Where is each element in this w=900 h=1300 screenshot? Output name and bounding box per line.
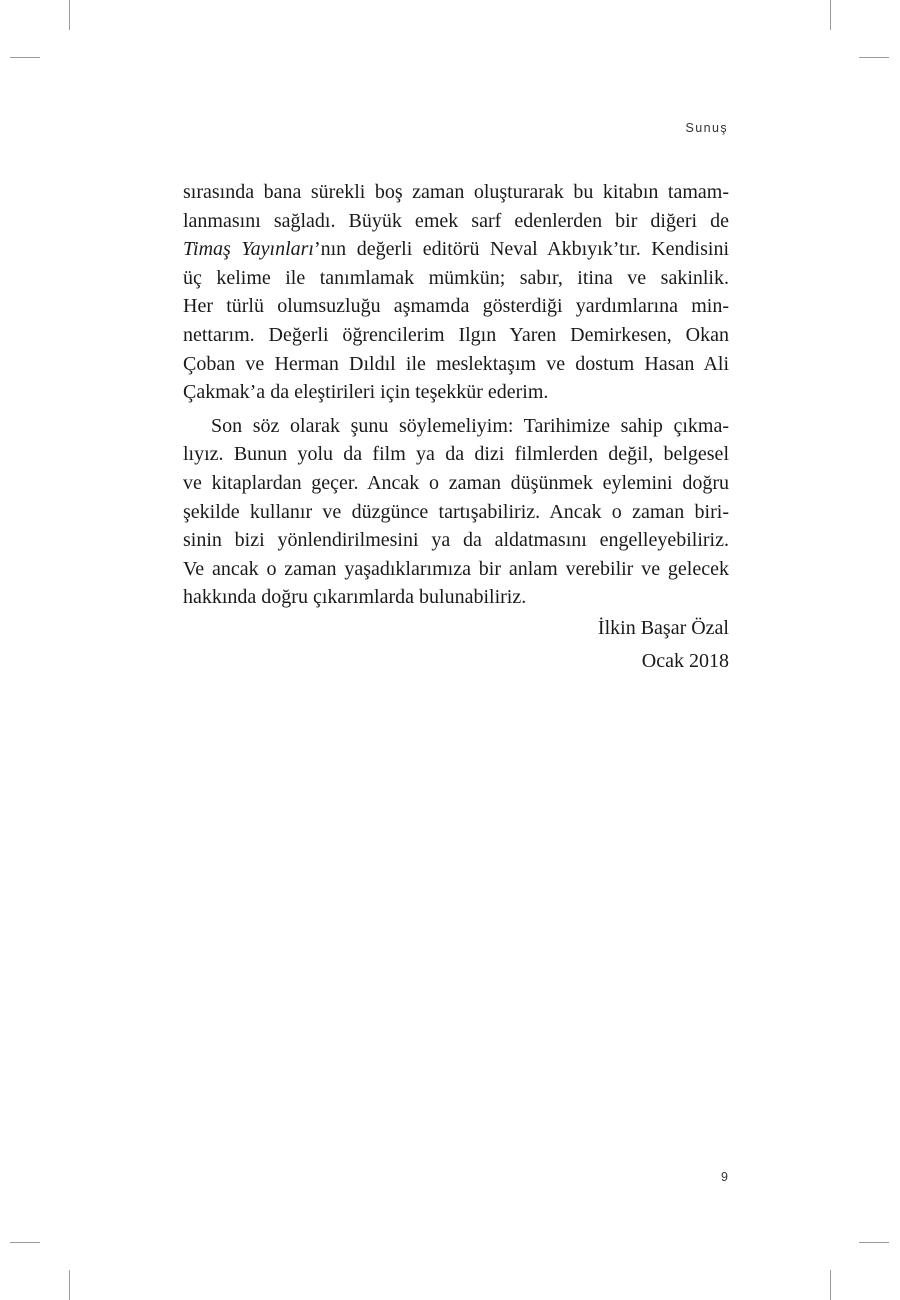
crop-mark-top-right-horizontal [859,57,889,58]
text-line: ve kitaplardan geçer. Ancak o zaman düşünmek eylemini doğru [183,471,729,494]
crop-mark-bottom-left-vertical [69,1270,70,1300]
crop-mark-top-left-horizontal [10,57,40,58]
text-line: nettarım. Değerli öğrencilerim Ilgın Yaren Demirkesen, Okan [183,323,729,346]
text-line: lanmasını sağladı. Büyük emek sarf edenlerden bir diğeri de [183,209,729,232]
publisher-name: Timaş Yayınları [183,238,314,261]
text-line-rest: ’nın değerli editörü Neval Akbıyık’tır. Kendisini [313,238,730,261]
crop-mark-top-left-vertical [69,0,70,30]
text-line: Her türlü olumsuzluğu aşmamda gösterdiği yardımlarına min- [183,295,729,318]
crop-mark-bottom-right-vertical [830,1270,831,1300]
paragraph-2 [183,412,729,612]
crop-mark-bottom-right-horizontal [859,1242,889,1243]
signature-block [183,612,729,678]
paragraph-1 [183,178,729,407]
crop-mark-top-right-vertical [830,0,831,30]
text-line: sinin bizi yönlendirilmesini ya da aldatmasını engelleyebiliriz. [183,529,729,552]
text-line: Çakmak’a da eleştirileri için teşekkür ederim. [183,381,549,404]
text-line: üç kelime ile tanımlamak mümkün; sabır, itina ve sakinlik. [183,266,729,289]
crop-mark-bottom-left-horizontal [10,1242,40,1243]
text-line: Son söz olarak şunu söylemeliyim: Tarihimize sahip çıkma- [211,414,729,437]
text-line: lıyız. Bunun yolu da film ya da dizi filmlerden değil, belgesel [183,443,729,466]
signature-date: Ocak 2018 [641,649,729,672]
text-line [183,235,729,264]
text-line: sırasında bana sürekli boş zaman oluşturarak bu kitabın tamam- [183,181,729,203]
text-line: şekilde kullanır ve düzgünce tartışabiliriz. Ancak o zaman biri- [183,500,729,523]
running-head: Sunuş [685,121,728,135]
text-line: Çoban ve Herman Dıldıl ile meslektaşım ve dostum Hasan Ali [183,352,729,375]
text-line: hakkında doğru çıkarımlarda bulunabiliriz. [183,586,527,609]
text-line: Ve ancak o zaman yaşadıklarımıza bir anlam verebilir ve gelecek [183,557,729,580]
page-number: 9 [721,1170,728,1184]
author-name: İlkin Başar Özal [597,616,729,639]
body-text [183,178,729,678]
